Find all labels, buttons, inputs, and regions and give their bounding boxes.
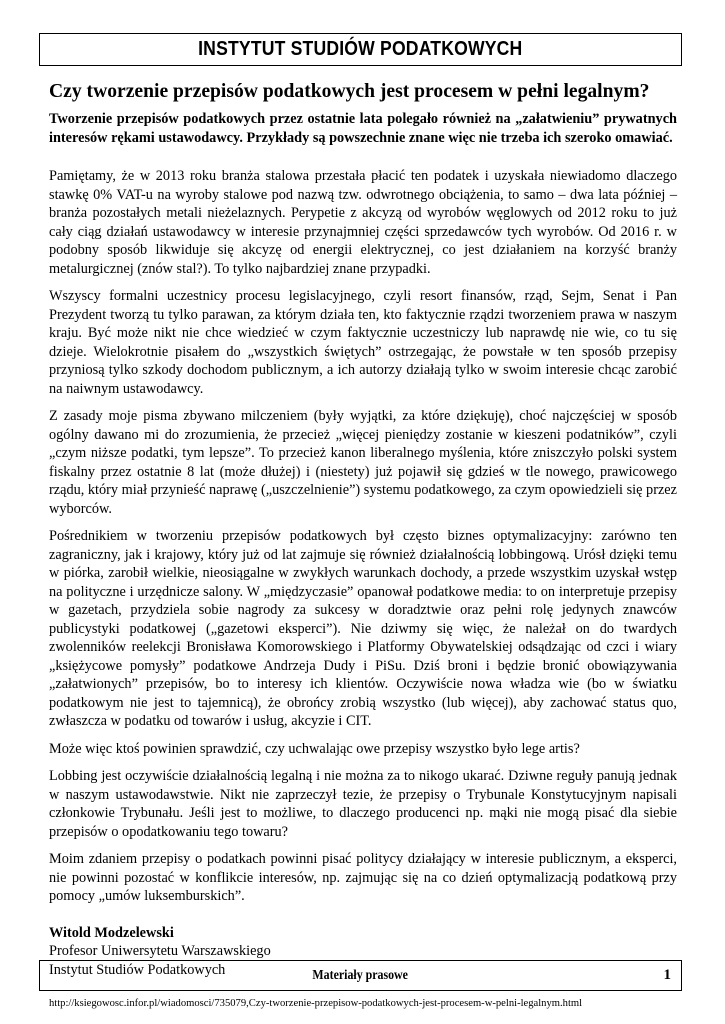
article-paragraph: Wszyscy formalni uczestnicy procesu legislacyjnego, czyli resort finansów, rząd, Sejm, Senat i Pan Prezydent tworzą tu tylko parawan, za którym działa ten, kto faktycznie rządzi tworzeniem prawa w naszym kraju. Być może nikt nie chce wiedzieć w czym faktycznie uczestniczy lub naprawdę nie wie, co tu się dzieje. Wielokrotnie pisałem do „wszystkich świętych” ostrzegając, że powstałe w ten sposób przepisy przyniosą tylko szkody dochodom publicznym, a ich autorzy działają tylko w swoim interesie chcąc zarobić na naiwnym ustawodawcy. (49, 288, 677, 397)
article-paragraph: Z zasady moje pisma zbywano milczeniem (były wyjątki, za które dziękuję), choć najczęściej w sposób ogólny dawano mi do zrozumienia, że przecież „więcej pieniędzy zostanie w kieszeni podatników”, czyli „czym niższe podatki, tym lepsze”. To przecież kanon liberalnego myślenia, które zniszczyło polski system fiskalny przez ostatnie 8 lat (może dłużej) i (niestety) już pojawił się gdzieś w tle nowego, prawicowego rządu, który miał przynieść naprawę („uszczelnienie”) systemu podatkowego, za czym opowiedzieli się przez wyborców. (49, 408, 678, 517)
article-paragraph: Pamiętamy, że w 2013 roku branża stalowa przestała płacić ten podatek i uzyskała niewiadomo dlaczego stawkę 0% VAT-u na wyroby stalowe pod nazwą tzw. odwrotnego obciążenia, to samo – dwa lata później – branża pozostałych metali nieżelaznych. Perypetie z akcyzą od wyrobów węglowych od 2012 roku to już cały ciąg działań ustawodawcy w interesie przynajmniej części sprzedawców tych wyrobów. Od 2016 r. w podobny sposób likwiduje się akcyzę od energii elektrycznej, co jest działaniem na korzyść branży metalurgicznej (znów stal?). To tylko najbardziej znane przypadki. (49, 168, 677, 277)
article-paragraph: Moim zdaniem przepisy o podatkach powinni pisać politycy działający w interesie publicznym, a eksperci, nie powinni pozostać w konflikcie interesów, np. zajmując się na co dzień optymalizacją podatkową przy pomocy „umów luksemburskich”. (49, 851, 677, 904)
author-institution: Instytut Studiów Podatkowych (49, 961, 226, 978)
article-paragraph: Pośrednikiem w tworzeniu przepisów podatkowych był często biznes optymalizacyjny: zarówno ten zagraniczny, jak i krajowy, który już od lat zajmuje się również działalnością lobbingową. Urósł dzięki temu w piórka, zarobił wielkie, nieosiągalne w zwykłych warunkach dochody, a przede wszystkim uzyskał wstęp na polityczne i urzędnicze salony. W „międzyczasie” opanował podatkowe media: to on interpretuje przepisy w gazetach, przydziela sobie nagrody za sukcesy w doradztwie oraz pełni rolę jedynych znawców publicystyki podatkowej („gazetowi eksperci”). Nie dziwmy się więc, że należał on do twardych zwolenników reelekcji Bronisława Komorowskiego i Platformy Obywatelskiej odsądzając od czci i wiary „księżycowe pomysły” podatkowe Andrzeja Dudy i PiSu. Dziś broni i będzie bronić obowiązywania „załatwionych” przepisów, bo to interesy ich klientów. Oczywiście nowa władza wie (bo w światku podatkowym nie jest to tajemnicą), że obrońcy zrobią wszystko (lub więcej), aby zachować status quo, zwłaszcza w podatku od towarów i usług, akcyzie i CIT. (49, 528, 677, 729)
author-name: Witold Modzelewski (49, 924, 174, 941)
article-title: Czy tworzenie przepisów podatkowych jest procesem w pełni legalnym? (49, 81, 650, 102)
article-content (49, 80, 677, 1011)
footer-box (39, 960, 682, 991)
author-position: Profesor Uniwersytetu Warszawskiego (49, 943, 271, 959)
footer-label: Materiały prasowe (312, 968, 409, 983)
header-title: INSTYTUT STUDIÓW PODATKOWYCH (198, 38, 523, 60)
article-paragraph: Może więc ktoś powinien sprawdzić, czy uchwalając owe przepisy wszystko było lege artis? (49, 740, 580, 757)
article-lead: Tworzenie przepisów podatkowych przez ostatnie lata polegało również na „załatwieniu” prywatnych interesów rękami ustawodawcy. Przykłady są powszechnie znane więc nie trzeba ich szeroko omawiać. (49, 111, 677, 146)
page-number: 1 (663, 967, 671, 983)
header-box (39, 33, 682, 66)
article-paragraph: Lobbing jest oczywiście działalnością legalną i nie można za to nikogo ukarać. Dziwne reguły panują jednak w naszym ustawodawstwie. Nikt nie zaprzeczył tezie, że przepisy o Trybunale Konstytucyjnym napisali członkowie Trybunału. Jeśli jest to możliwe, to dlaczego producenci np. mąki nie mogą pisać dla siebie przepisów o opodatkowaniu tego towaru? (49, 768, 677, 840)
source-url: http://ksiegowosc.infor.pl/wiadomosci/735079,Czy-tworzenie-przepisow-podatkowych-jest-procesem-w-pelni-legalnym.html (49, 998, 583, 1009)
